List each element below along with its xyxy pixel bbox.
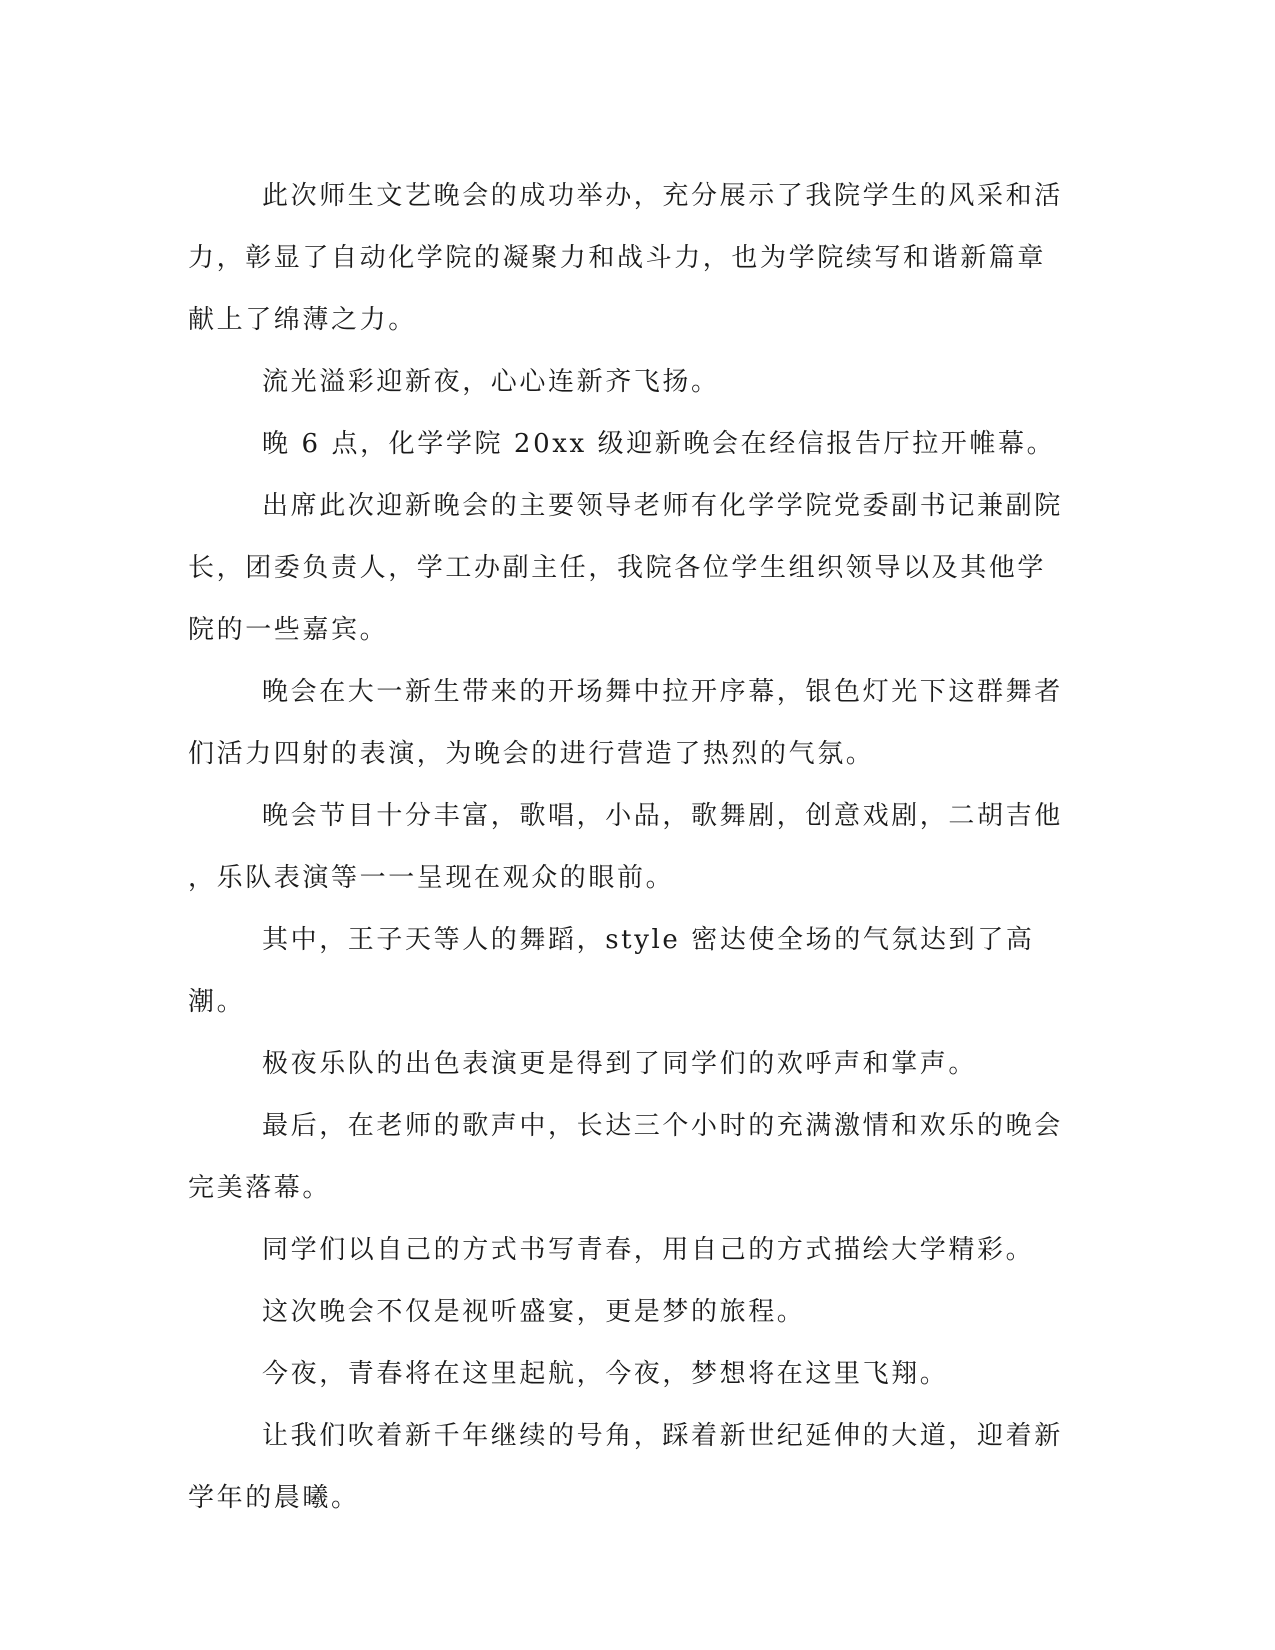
paragraph: 晚会在大一新生带来的开场舞中拉开序幕，银色灯光下这群舞者 们活力四射的表演，为晚会的进行营造了热烈的气氛。 — [188, 677, 1063, 769]
paragraph: 让我们吹着新千年继续的号角，踩着新世纪延伸的大道，迎着新 学年的晨曦。 — [188, 1421, 1063, 1513]
paragraph: 最后，在老师的歌声中，长达三个小时的充满激情和欢乐的晚会 完美落幕。 — [188, 1111, 1063, 1203]
paragraph: 极夜乐队的出色表演更是得到了同学们的欢呼声和掌声。 — [262, 1049, 978, 1079]
paragraph: 今夜，青春将在这里起航，今夜，梦想将在这里飞翔。 — [262, 1359, 949, 1389]
paragraph: 流光溢彩迎新夜，心心连新齐飞扬。 — [262, 367, 720, 397]
paragraph: 晚 6 点，化学学院 20xx 级迎新晚会在经信报告厅拉开帷幕。 — [262, 429, 1056, 459]
paragraph: 同学们以自己的方式书写青春，用自己的方式描绘大学精彩。 — [262, 1235, 1035, 1265]
paragraph: 晚会节目十分丰富，歌唱，小品，歌舞剧，创意戏剧，二胡吉他 ，乐队表演等一一呈现在观众的眼前。 — [188, 801, 1063, 893]
paragraph: 这次晚会不仅是视听盛宴，更是梦的旅程。 — [262, 1297, 806, 1327]
document-body — [188, 165, 1068, 1529]
paragraph: 此次师生文艺晚会的成功举办，充分展示了我院学生的风采和活 力，彰显了自动化学院的凝聚力和战斗力，也为学院续写和谐新篇章 献上了绵薄之力。 — [188, 181, 1063, 335]
paragraph: 其中，王子天等人的舞蹈，style 密达使全场的气氛达到了高潮。 — [188, 925, 1035, 1017]
paragraph: 出席此次迎新晚会的主要领导老师有化学学院党委副书记兼副院 长，团委负责人，学工办副主任，我院各位学生组织领导以及其他学 院的一些嘉宾。 — [188, 491, 1063, 645]
